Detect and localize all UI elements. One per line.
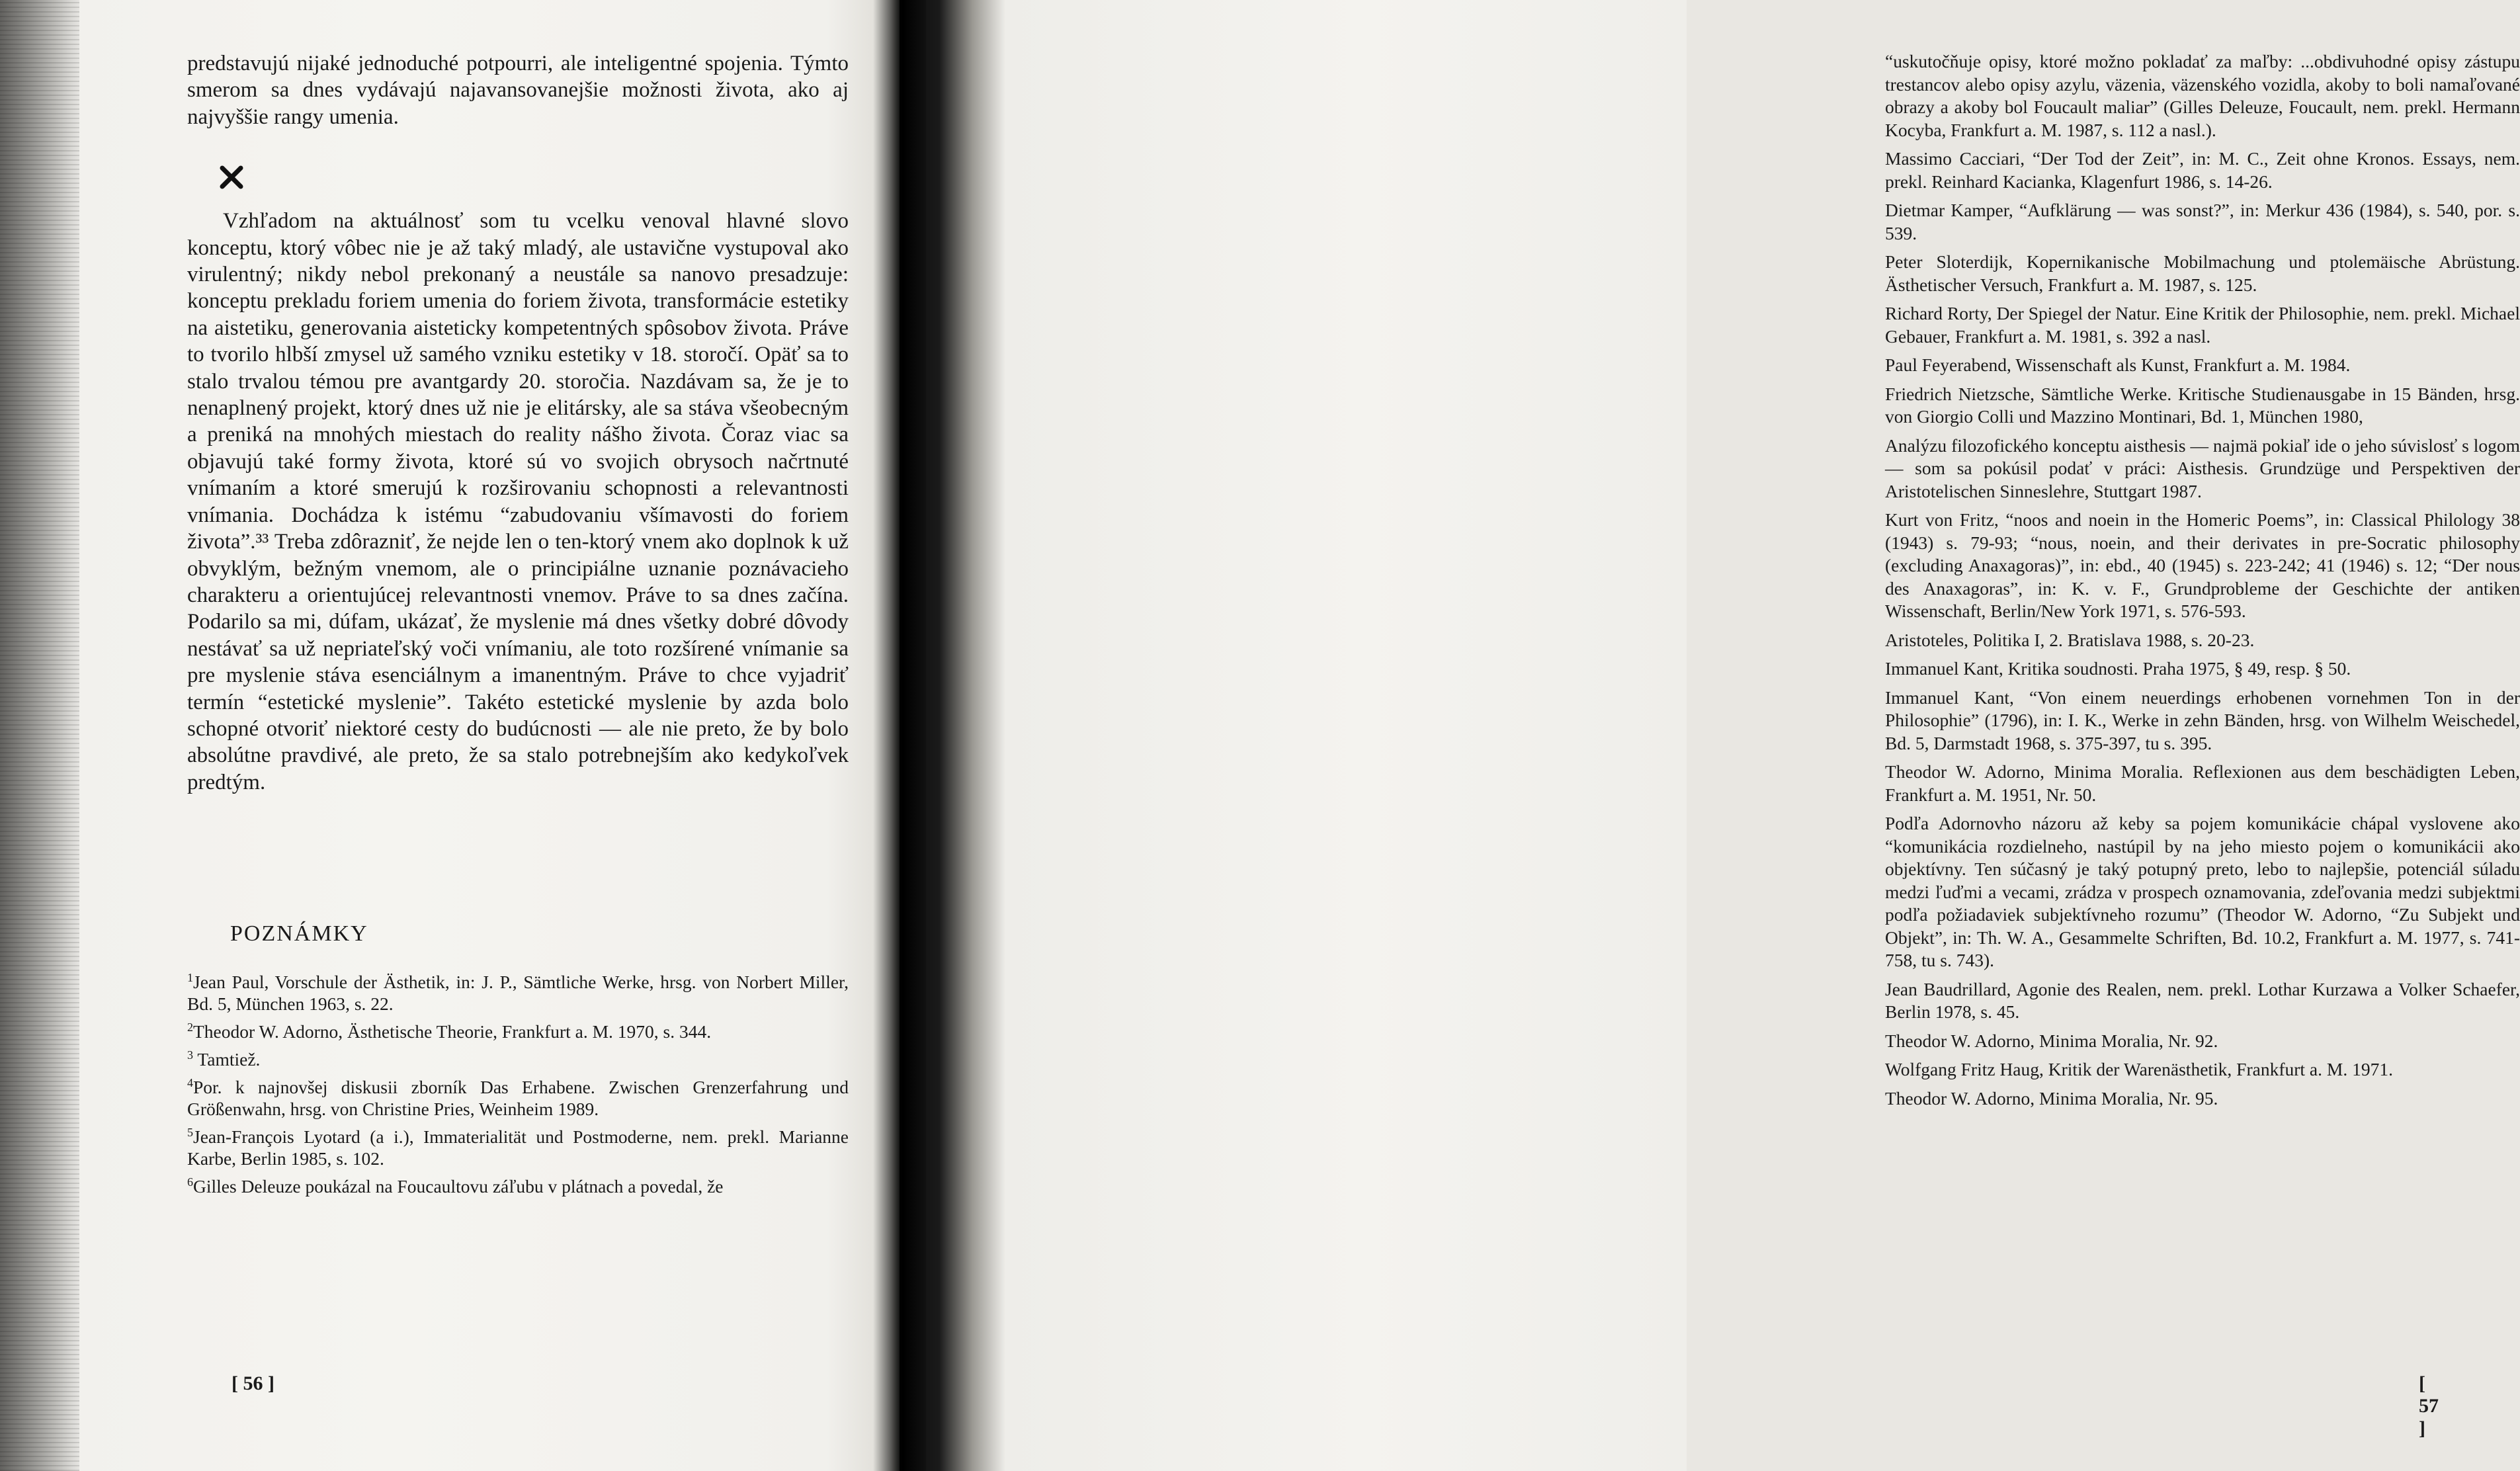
footnote: Paul Feyerabend, Wissenschaft als Kunst, Frankfurt a. M. 1984. (1885, 355, 2351, 375)
footnote: Dietmar Kamper, “Aufklärung — was sonst?”, in: Merkur 436 (1984), s. 540, por. s. 539. (1885, 200, 2520, 243)
footnote-number: 2 (187, 1020, 193, 1034)
footnote-number: 4 (187, 1075, 193, 1089)
footnote (187, 1126, 849, 1169)
footnote: Jean Baudrillard, Agonie des Realen, nem. prekl. Lothar Kurzawa a Volker Schaefer, Berlin 1978, s. 45. (1885, 978, 2520, 1022)
footnote: “uskutočňuje opisy, ktoré možno pokladať za maľby: ...obdivuhodné opisy zástupu trestancov alebo opisy azylu, väzenia, väzenského vozidla, akoby to boli namaľované obrazy a akoby bol Foucault maliar” (Gilles Deleuze, Foucault, nem. prekl. Hermann Kocyba, Frankfurt a. M. 1987, s. 112 a nasl.). (1885, 51, 2520, 140)
section-break-space (187, 130, 849, 208)
footnote-text: Tamtiež. (197, 1049, 261, 1070)
footnote: Theodor W. Adorno, Minima Moralia, Nr. 92. (1885, 1030, 2218, 1051)
footnote-number: 3 (187, 1048, 193, 1062)
book-gutter-shadow (873, 0, 926, 1471)
paragraph: predstavujú nijaké jednoduché potpourri, ale inteligentné spojenia. Týmto smerom sa dnes vydávajú najavansovanejšie možnosti života, ako aj najvyššie rangy umenia. (187, 52, 849, 129)
footnote-number: 6 (187, 1175, 193, 1189)
footnote (187, 971, 849, 1015)
footnote: Aristoteles, Politika I, 2. Bratislava 1988, s. 20-23. (1885, 629, 2255, 650)
footnote-text: Por. k najnovšej diskusii zborník Das Erhabene. Zwischen Grenzerfahrung und Größenwahn, hrsg. von Christine Pries, Weinheim 1989. (187, 1077, 849, 1119)
paragraph: Vzhľadom na aktuálnosť som tu vcelku venoval hlavné slovo konceptu, ktorý vôbec nie je až taký mladý, ale ustavične vystupoval ako virulentný; nikdy nebol prekonaný a neustále sa nanovo presadzuje: konceptu prekladu foriem umenia do foriem života, transformácie estetiky na aistetiku, generovania aisteticky kompetentných spôsobov života. Práve to tvorilo hlbší zmysel už samého vzniku estetiky v 18. storočí. Opäť sa to stalo trvalou témou pre avantgardy 20. storočia. Nazdávam sa, že je to nenaplnený projekt, ktorý dnes už nie je elitársky, ale sa stáva všeobecným a preniká na mnohých miestach do reality nášho života. Čoraz viac sa objavujú také formy života, ktoré sú vo svojich obrysoch načrtnuté vnímaním a ktoré smerujú k rozširovaniu schopnosti a relevantnosti vnímania. Dochádza k istému “zabudovaniu všímavosti do foriem života”.³³ Treba zdôrazniť, že nejde len o ten-ktorý vnem ako doplnok k už obvyklým, bežným vnemom, ale o principiálne uznanie poznávacieho charakteru a orientujúcej relevantnosti vnemov. Práve to sa dnes začína. Podarilo sa mi, dúfam, ukázať, že myslenie má dnes všetky dobré dôvody nestávať sa už nepriateľský voči vnímaniu, ale toto rozšírené vnímanie sa pre myslenie stáva esenciálnym a imanentným. Práve to chce vyjadriť termín “estetické myslenie”. Takéto estetické myslenie by azda bolo schopné otvoriť niektoré cesty do budúcnosti — ale nie preto, že by bolo absolútne pravdivé, ale preto, že sa stalo potrebnejším ako kedykoľvek predtým. (187, 209, 849, 794)
footnote-number: 1 (187, 970, 193, 984)
footnote: Richard Rorty, Der Spiegel der Natur. Eine Kritik der Philosophie, nem. prekl. Michael Gebauer, Frankfurt a. M. 1981, s. 392 a nasl. (1885, 303, 2520, 347)
footnote-text: Gilles Deleuze poukázal na Foucaultovu záľubu v plátnach a povedal, že (193, 1176, 724, 1197)
footnote (187, 1048, 849, 1070)
footnote: Immanuel Kant, Kritika soudnosti. Praha 1975, § 49, resp. § 50. (1885, 658, 2351, 679)
footnote: Massimo Cacciari, “Der Tod der Zeit”, in: M. C., Zeit ohne Kronos. Essays, nem. prekl. Reinhard Kacianka, Klagenfurt 1986, s. 14-26. (1885, 148, 2520, 192)
footnote-text: Jean Paul, Vorschule der Ästhetik, in: J. P., Sämtliche Werke, hrsg. von Norbert Miller, Bd. 5, München 1963, s. 22. (187, 972, 849, 1014)
left-page (0, 0, 900, 1471)
footnote: Analýzu filozofického konceptu aisthesis — najmä pokiaľ ide o jeho súvislosť s logom — som sa pokúsil podať v práci: Aisthesis. Grundzüge und Perspektiven der Aristotelischen Sinneslehre, Stuttgart 1987. (1885, 435, 2520, 501)
footnote: Immanuel Kant, “Von einem neuerdings erhobenen vornehmen Ton in der Philosophie” (1796), in: I. K., Werke in zehn Bänden, hrsg. von Wilhelm Weischedel, Bd. 5, Darmstadt 1968, s. 375-397, tu s. 395. (1885, 687, 2520, 753)
footnote: Podľa Adornovho názoru až keby sa pojem komunikácie chápal vyslovene ako “komunikácia rozdielneho, nastúpil by na jeho miesto pojem o komunikácii ako objektívny. Ten súčasný je taký potupný preto, lebo to najlepšie, potenciál súladu medzi ľuďmi a vecami, zrádza v prospech oznamovania, zdeľovania medzi subjektmi podľa požiadaviek subjektívneho rozumu” (Theodor W. Adorno, “Zu Subjekt und Objekt”, in: Th. W. A., Gesammelte Schriften, Bd. 10.2, Frankfurt a. M. 1977, s. 741-758, tu s. 743). (1885, 813, 2520, 970)
footnote-text: Jean-François Lyotard (a i.), Immaterialität und Postmoderne, nem. prekl. Marianne Karbe, Berlin 1985, s. 102. (187, 1126, 849, 1169)
footnote-text: Theodor W. Adorno, Ästhetische Theorie, Frankfurt a. M. 1970, s. 344. (193, 1021, 712, 1042)
page-edge-shadow (0, 0, 79, 1471)
notes-heading: POZNÁMKY (230, 921, 368, 946)
right-page (900, 0, 2520, 1471)
footnote: Kurt von Fritz, “noos and noein in the Homeric Poems”, in: Classical Philology 38 (1943) s. 79-93; “nous, noein, and their derivates in pre-Socratic philosophy (excluding Anaxagoras)”, in: ebd., 40 (1945) s. 223-242; 41 (1946) s. 12; “Der nous des Anaxagoras”, in: K. v. F., Grundprobleme der Geschichte der antiken Wissenschaft, Berlin/New York 1971, s. 576-593. (1885, 509, 2520, 621)
footnote: Peter Sloterdijk, Kopernikanische Mobilmachung und ptolemäische Abrüstung. Ästhetischer Versuch, Frankfurt a. M. 1987, s. 125. (1885, 251, 2520, 295)
footnote: Wolfgang Fritz Haug, Kritik der Warenästhetik, Frankfurt a. M. 1971. (1885, 1059, 2393, 1079)
right-notes-list (1885, 50, 2520, 1116)
footnote: Theodor W. Adorno, Minima Moralia. Reflexionen aus dem beschädigten Leben, Frankfurt a. M. 1951, Nr. 50. (1885, 761, 2520, 805)
footnote (187, 1175, 849, 1197)
left-body-text (187, 50, 849, 796)
footnote-number: 5 (187, 1125, 193, 1139)
page-number-left: [ 56 ] (231, 1372, 274, 1394)
section-break-ornament-icon (218, 164, 245, 190)
footnote: Friedrich Nietzsche, Sämtliche Werke. Kritische Studienausgabe in 15 Bänden, hrsg. von Giorgio Colli und Mazzino Montinari, Bd. 1, München 1980, (1885, 383, 2520, 427)
page-number-right: [ 57 ] (2419, 1372, 2439, 1439)
footnote (187, 1076, 849, 1120)
footnote: Theodor W. Adorno, Minima Moralia, Nr. 95. (1885, 1087, 2218, 1109)
left-notes-list (187, 971, 849, 1203)
footnote (187, 1021, 849, 1042)
